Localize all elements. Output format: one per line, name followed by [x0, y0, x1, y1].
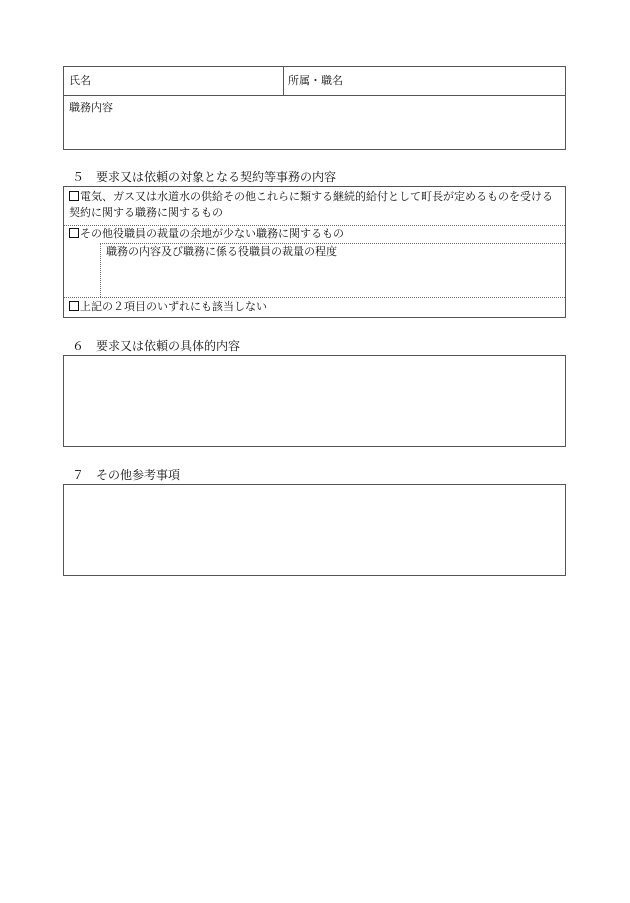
- option3-text: 上記の２項目のいずれにも該当しない: [80, 300, 267, 313]
- duties-field[interactable]: [64, 95, 565, 149]
- option1-row-continued: [69, 205, 223, 221]
- option2-row[interactable]: [69, 226, 344, 242]
- name-label: 氏名: [69, 74, 91, 87]
- option1-text-line1: 電気、ガス又は水道水の供給その他これらに類する継続的給付として町長が定めるものを受ける: [80, 190, 553, 203]
- section6-heading: ６ 要求又は依頼の具体的内容: [72, 339, 241, 353]
- option2-detail-label: 職務の内容及び職務に係る役職員の裁量の程度: [106, 245, 337, 258]
- section7-heading: ７ その他参考事項: [72, 468, 181, 482]
- contract-type-table: [63, 186, 566, 318]
- option2-detail-field[interactable]: [101, 243, 565, 297]
- person-info-table: [63, 66, 566, 150]
- checkbox-option2[interactable]: [69, 228, 79, 238]
- option1-text-line2: 契約に関する職務に関するもの: [69, 206, 223, 219]
- option1-row[interactable]: [69, 189, 553, 205]
- affiliation-label: 所属・職名: [288, 74, 343, 87]
- dotted-divider: [64, 297, 565, 298]
- duties-label: 職務内容: [69, 101, 113, 114]
- checkbox-option1[interactable]: [69, 191, 79, 201]
- option2-text: その他役職員の裁量の余地が少ない職務に関するもの: [80, 227, 344, 240]
- checkbox-option3[interactable]: [69, 301, 79, 311]
- section5-heading: ５ 要求又は依頼の対象となる契約等事務の内容: [72, 170, 337, 184]
- other-notes-box[interactable]: [63, 484, 566, 576]
- option3-row[interactable]: [69, 299, 267, 315]
- affiliation-field[interactable]: [283, 67, 565, 95]
- name-field[interactable]: [64, 67, 283, 95]
- request-details-box[interactable]: [63, 355, 566, 447]
